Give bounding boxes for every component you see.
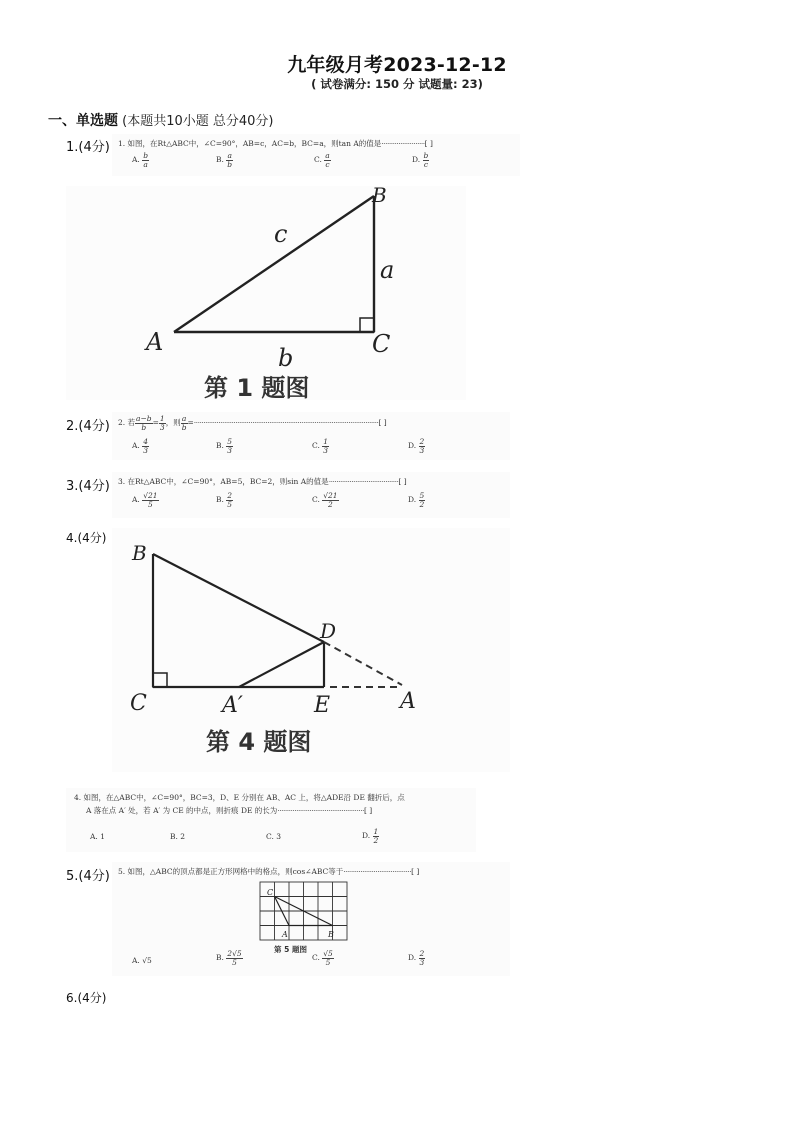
question-5-label: 5.(4分) bbox=[66, 869, 110, 884]
question-4-option-d[interactable]: D. $\frac{1}{2}$ bbox=[362, 827, 379, 845]
question-3-option-d[interactable]: D. $\frac{5}{2}$ bbox=[408, 491, 425, 509]
question-5-text: 5. 如图，△ABC的顶点都是正方形网格中的格点，则cos∠ABC等于 bbox=[118, 867, 344, 876]
question-4-bracket: [ ] bbox=[363, 806, 373, 815]
question-1-label: 1.(4分) bbox=[66, 140, 110, 155]
question-5-bracket: [ ] bbox=[411, 867, 420, 876]
exam-title: 九年级月考2023-12-12 bbox=[287, 54, 507, 76]
vertex-c-label: C bbox=[267, 888, 274, 897]
question-2-option-d[interactable]: D. $\frac{2}{3}$ bbox=[408, 437, 425, 455]
fraction: $\frac{a-b}{b}$ bbox=[136, 414, 152, 432]
question-4-option-b[interactable]: B. 2 bbox=[170, 832, 186, 841]
fraction: $\frac{1}{2}$ bbox=[373, 827, 379, 845]
question-4-text-line-2: A 落在点 A′ 处，若 A′ 为 CE 的中点，则折痕 DE 的长为 bbox=[86, 806, 278, 815]
question-2-label: 2.(4分) bbox=[66, 419, 110, 434]
question-4-option-c[interactable]: C. 3 bbox=[266, 832, 282, 841]
question-1-figure bbox=[66, 186, 466, 400]
vertex-e-label: E bbox=[314, 693, 331, 718]
grid-triangle-diagram bbox=[258, 880, 350, 960]
side-c-label: c bbox=[274, 220, 288, 248]
question-3-bracket: [ ] bbox=[398, 477, 407, 486]
vertex-a-label: A bbox=[282, 930, 288, 939]
question-2-option-b[interactable]: B. $\frac{5}{3}$ bbox=[216, 437, 233, 455]
right-triangle-diagram bbox=[66, 186, 466, 400]
fraction: $\frac{2}{5}$ bbox=[227, 491, 233, 509]
question-1-text: 1. 如图，在Rt△ABC中，∠C=90°，AB=c，AC=b，BC=a，则tan A的值是 bbox=[118, 139, 382, 148]
question-5-option-d[interactable]: D. $\frac{2}{3}$ bbox=[408, 949, 425, 967]
question-2-bracket: [ ] bbox=[378, 418, 387, 427]
question-5-stem bbox=[112, 862, 510, 976]
fraction: $\frac{4}{3}$ bbox=[143, 437, 148, 455]
vertex-b-label: B bbox=[132, 541, 147, 565]
question-4-figure bbox=[112, 528, 510, 772]
vertex-c-label: C bbox=[372, 330, 391, 358]
fraction: $\frac{1}{3}$ bbox=[159, 414, 165, 432]
vertex-d-label: D bbox=[320, 619, 337, 643]
fraction: $\frac{√21}{2}$ bbox=[323, 491, 338, 509]
question-1-option-a[interactable]: A. $\frac{b}{a}$ bbox=[132, 151, 149, 169]
question-2-option-a[interactable]: A. $\frac{4}{3}$ bbox=[132, 437, 148, 455]
fraction: $\frac{b}{c}$ bbox=[423, 151, 429, 169]
question-3-text: 3. 在Rt△ABC中，∠C=90°，AB=5，BC=2，则sin A的值是 bbox=[118, 477, 329, 486]
figure-4-caption: 第 4 题图 bbox=[206, 728, 312, 756]
fraction: $\frac{5}{3}$ bbox=[227, 437, 233, 455]
question-1-option-b[interactable]: B. $\frac{a}{b}$ bbox=[216, 151, 233, 169]
fraction: $\frac{√5}{5}$ bbox=[323, 949, 333, 967]
question-3-option-a[interactable]: A. $\frac{√21}{5}$ bbox=[132, 491, 158, 509]
question-5-option-a[interactable]: A. √5 bbox=[132, 956, 152, 965]
question-5-option-c[interactable]: C. $\frac{√5}{5}$ bbox=[312, 949, 333, 967]
fraction: $\frac{1}{3}$ bbox=[323, 437, 329, 455]
fraction: $\frac{b}{a}$ bbox=[143, 151, 149, 169]
question-3-label: 3.(4分) bbox=[66, 479, 110, 494]
fraction: $\frac{a}{b}$ bbox=[181, 414, 187, 432]
question-5-dots: ···································· bbox=[343, 867, 412, 876]
question-5-option-b[interactable]: B. $\frac{2√5}{5}$ bbox=[216, 949, 242, 967]
side-b-label: b bbox=[278, 344, 294, 372]
question-1-option-d[interactable]: D. $\frac{b}{c}$ bbox=[412, 151, 429, 169]
vertex-b-label: B bbox=[372, 186, 387, 207]
folded-triangle-diagram bbox=[112, 528, 510, 772]
question-3-option-b[interactable]: B. $\frac{2}{5}$ bbox=[216, 491, 233, 509]
fraction: $\frac{a}{c}$ bbox=[325, 151, 330, 169]
figure-1-caption: 第 1 题图 bbox=[204, 374, 310, 400]
vertex-a-prime-label: A′ bbox=[222, 693, 243, 718]
question-3-option-c[interactable]: C. $\frac{√21}{2}$ bbox=[312, 491, 338, 509]
question-3-stem bbox=[112, 472, 510, 518]
question-4-label: 4.(4分) bbox=[66, 531, 107, 545]
question-2-stem: 2. 若 $\frac{a-b}{b}$ = $\frac{1}{3}$ ，则 $\frac{a}{b}$ =··································································································[ ] A. $\frac{4}{3}$ B. $\frac{5}{3}$ C. $\frac{1}{3}$ D. $\frac{2}{3}$ bbox=[112, 412, 510, 460]
section-heading bbox=[48, 110, 274, 130]
fraction: $\frac{5}{2}$ bbox=[419, 491, 425, 509]
question-1-bracket: [ ] bbox=[424, 139, 433, 148]
question-3-dots: ····································· bbox=[328, 477, 399, 486]
question-4-text-line-1: 4. 如图，在△ABC中，∠C=90°，BC=3，D、E 分别在 AB、AC 上，将△ADE沿 DE 翻折后，点 bbox=[74, 793, 405, 802]
question-1-option-c[interactable]: C. $\frac{a}{c}$ bbox=[314, 151, 330, 169]
question-4-option-a[interactable]: A. 1 bbox=[90, 832, 105, 841]
fraction: $\frac{2}{3}$ bbox=[419, 949, 425, 967]
question-1-dots: ······················· bbox=[381, 139, 425, 148]
section-title: 一、单选题 bbox=[48, 113, 118, 129]
fraction: $\frac{√21}{5}$ bbox=[143, 491, 158, 509]
question-4-stem bbox=[66, 788, 476, 852]
exam-subtitle: ( 试卷满分: 150 分 试题量: 23) bbox=[311, 77, 483, 91]
fraction: $\frac{2}{3}$ bbox=[419, 437, 425, 455]
question-2-dots: ·································································································· bbox=[193, 418, 379, 427]
vertex-c-label: C bbox=[130, 691, 147, 716]
fraction: $\frac{a}{b}$ bbox=[227, 151, 233, 169]
question-6-label: 6.(4分) bbox=[66, 991, 107, 1005]
question-1-stem bbox=[112, 134, 520, 176]
question-2-option-c[interactable]: C. $\frac{1}{3}$ bbox=[312, 437, 329, 455]
section-note: (本题共10小题 总分40分) bbox=[122, 114, 274, 129]
question-4-dots: ·············································· bbox=[277, 806, 364, 815]
vertex-a-label: A bbox=[400, 689, 416, 714]
fraction: $\frac{2√5}{5}$ bbox=[227, 949, 242, 967]
side-a-label: a bbox=[380, 256, 395, 284]
figure-5-caption: 第 5 题图 bbox=[274, 945, 307, 954]
vertex-b-label: B bbox=[328, 930, 334, 939]
vertex-a-label: A bbox=[146, 328, 164, 356]
